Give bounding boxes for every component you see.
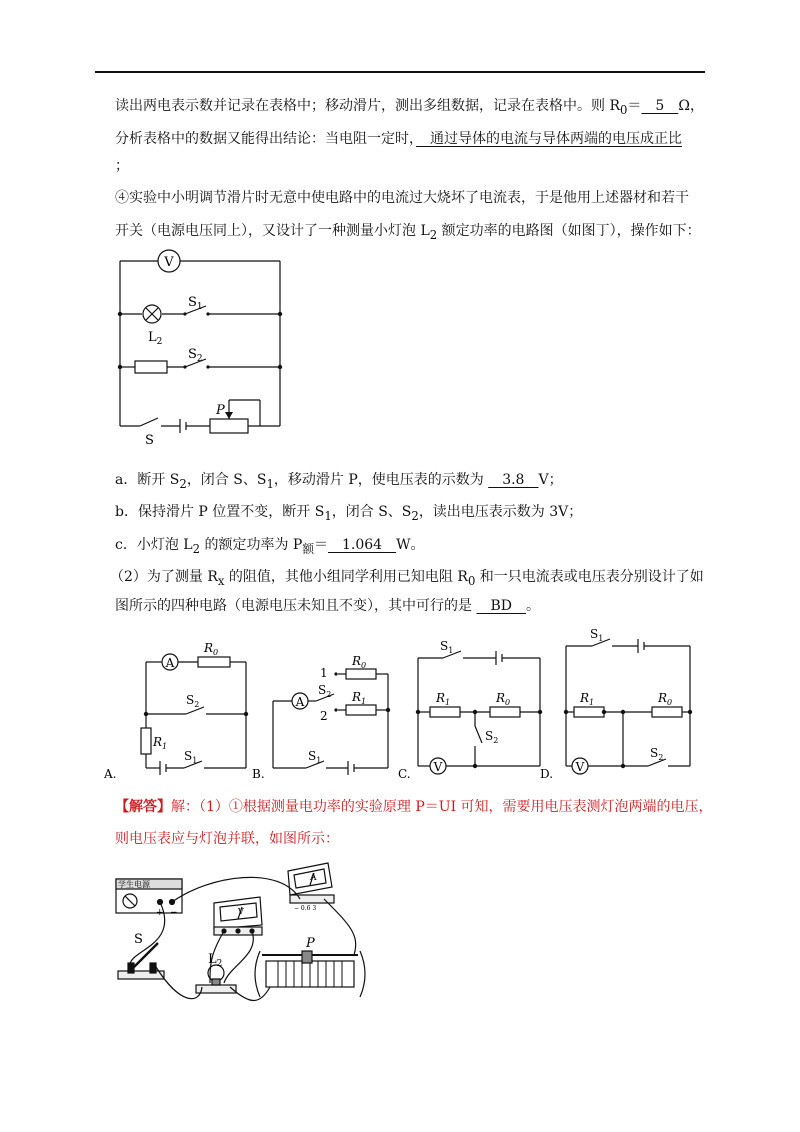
svg-text:R1: $R_1$ bbox=[352, 690, 367, 706]
svg-text:B.: B. bbox=[252, 767, 265, 781]
svg-text:1: 1 bbox=[320, 666, 328, 680]
svg-text:S2: $S_2$ bbox=[485, 729, 499, 745]
svg-text:R0: $R_0$ bbox=[658, 691, 673, 707]
svg-text:A.: A. bbox=[104, 767, 117, 781]
step-c: c．小灯泡 $L_2$ 的额定功率为 $P_额=$ 1.064 W。 bbox=[115, 537, 425, 556]
svg-text:S1: $S_1$ bbox=[184, 749, 198, 765]
svg-text:S2: $S_2$ bbox=[650, 746, 664, 762]
svg-text:D.: D. bbox=[540, 767, 554, 781]
svg-text:C.: C. bbox=[398, 767, 411, 781]
svg-text:学生电源: 学生电源 bbox=[118, 880, 150, 889]
svg-text:A: A bbox=[310, 873, 317, 883]
answer-voltage: 3.8 bbox=[488, 472, 539, 488]
answer-power: 1.064 bbox=[328, 537, 397, 553]
svg-text:P: P bbox=[306, 936, 315, 951]
answer-choice: BD bbox=[476, 598, 526, 614]
four-circuits-figure bbox=[104, 622, 718, 787]
svg-text:S2: $S_2$ bbox=[188, 347, 203, 364]
svg-text:S1: $S_1$ bbox=[440, 639, 454, 655]
solution-line-2: 则电压表应与灯泡并联，如图所示： bbox=[115, 831, 339, 847]
svg-text:V: V bbox=[238, 907, 244, 916]
text-line-1: 读出两电表示数并记录在表格中；移动滑片，测出多组数据，记录在表格中。则 $R_0=$ 5 Ω， bbox=[115, 98, 704, 117]
svg-text:P: P bbox=[216, 403, 225, 418]
text-line-2: 分析表格中的数据又能得出结论：当电阻一定时， 通过导体的电流与导体两端的电压成正比 bbox=[115, 131, 682, 147]
svg-text:S1: $S_1$ bbox=[590, 627, 604, 643]
svg-text:S: S bbox=[134, 932, 143, 947]
svg-text:R1: $R_1$ bbox=[580, 691, 595, 707]
svg-text:V: V bbox=[575, 760, 585, 774]
solution-line-1: 【解答】解：（1）①根据测量电功率的实验原理 P＝UI 可知，需要用电压表测灯泡两端的电压， bbox=[115, 799, 713, 815]
step-a: a．断开 $S_2$，闭合 S、$S_1$，移动滑片 P，使电压表的示数为 3.8 V； bbox=[115, 472, 563, 491]
svg-text:L2: $L_2$ bbox=[208, 952, 223, 969]
svg-text:V: V bbox=[433, 760, 443, 774]
svg-text:2: 2 bbox=[320, 709, 328, 723]
svg-text:S2: $S_2$ bbox=[318, 683, 332, 699]
text-line-4: 开关（电源电压同上），又设计了一种测量小灯泡 $L_2$ 额定功率的电路图（如图丁），操作如下： bbox=[115, 223, 701, 242]
svg-text:R0: $R_0$ bbox=[204, 641, 219, 657]
svg-text:R0: $R_0$ bbox=[496, 691, 511, 707]
svg-text:R0: $R_0$ bbox=[352, 654, 367, 670]
svg-text:−: − bbox=[170, 908, 178, 918]
question-2-line-1: （2）为了测量 $R_x$ 的阻值，其他小组同学利用已知电阻 $R_0$ 和一只电流表或电压表分别设计了如 bbox=[110, 569, 704, 588]
question-2-line-2: 图所示的四种电路（电源电压未知且不变），其中可行的是 BD 。 bbox=[115, 598, 540, 614]
svg-text:A: A bbox=[165, 656, 175, 670]
svg-text:R1: $R_1$ bbox=[153, 735, 168, 751]
step-b: b．保持滑片 P 位置不变，断开 $S_1$，闭合 S、$S_2$，读出电压表示数为 3V； bbox=[115, 504, 583, 523]
answer-conclusion: 通过导体的电流与导体两端的电压成正比 bbox=[416, 131, 682, 147]
header-rule bbox=[95, 71, 705, 73]
svg-text:S: S bbox=[145, 433, 154, 448]
svg-text:L2: $L_2$ bbox=[148, 330, 163, 347]
svg-text:− 0.6 3: − 0.6 3 bbox=[294, 905, 317, 912]
text-line-2b: ； bbox=[115, 158, 129, 174]
svg-text:V: V bbox=[164, 255, 174, 270]
svg-text:+: + bbox=[156, 908, 164, 918]
svg-text:S2: $S_2$ bbox=[186, 693, 200, 709]
answer-r0: 5 bbox=[641, 98, 679, 114]
svg-text:A: A bbox=[295, 695, 305, 709]
apparatus-drawing bbox=[110, 855, 390, 1015]
svg-text:S1: $S_1$ bbox=[188, 295, 203, 312]
circuit-figure-ding bbox=[110, 248, 290, 448]
svg-text:S1: $S_1$ bbox=[308, 749, 322, 765]
svg-text:R1: $R_1$ bbox=[436, 691, 451, 707]
text-line-3: ④实验中小明调节滑片时无意中使电路中的电流过大烧坏了电流表，于是他用上述器材和若干 bbox=[115, 190, 689, 206]
